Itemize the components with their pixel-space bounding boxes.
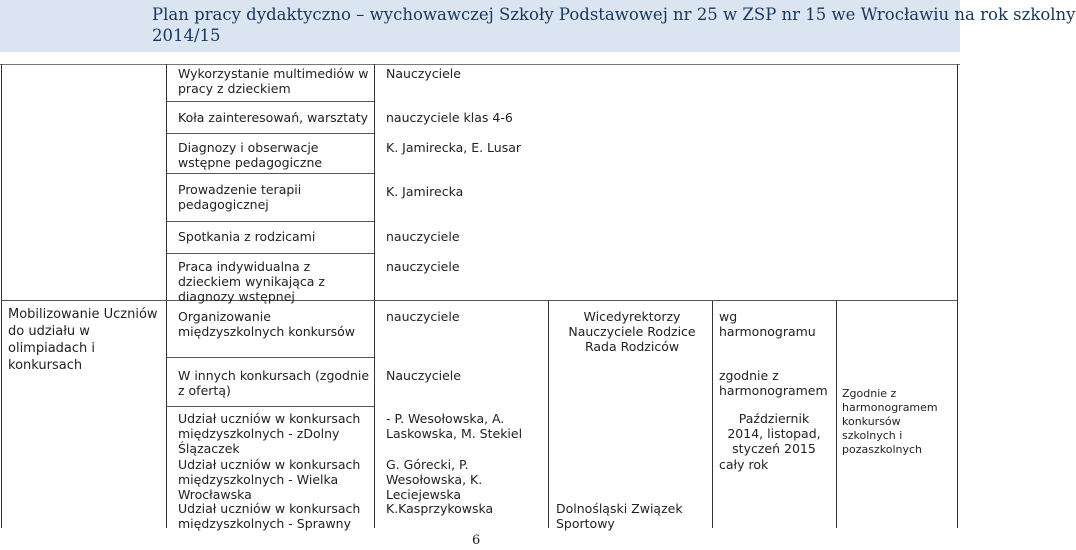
task-cell: Udział uczniów w konkursach międzyszkolnych - zDolny Ślązaczek [178, 411, 361, 456]
document-header [0, 0, 1076, 52]
task-cell: Organizowanie międzyszkolnych konkursów [178, 309, 355, 339]
column-divider-partner [712, 300, 713, 528]
partner-dolnoslaski: Dolnośląski Związek Sportowy [556, 501, 683, 531]
document-title: Plan pracy dydaktyczno – wychowawczej Szkoły Podstawowej nr 25 w ZSP nr 15 we Wrocławiu na rok szkolny [152, 5, 1076, 24]
term-cell: wg harmonogramu [719, 309, 816, 339]
row-divider [166, 133, 374, 134]
person-cell: K. Jamirecka, E. Lusar [386, 140, 522, 155]
note-cell: Zgodnie z harmonogramem konkursów szkolnych i pozaszkolnych [842, 387, 938, 456]
section-label: Mobilizowanie Uczniów do udziału w olimpiadach i konkursach [8, 307, 158, 373]
column-divider-task [374, 64, 375, 528]
section-divider [1, 300, 957, 301]
row-divider [166, 357, 374, 358]
term-cell: zgodnie z harmonogramem [719, 368, 828, 398]
row-divider [166, 406, 374, 407]
table-top-border [0, 64, 960, 65]
task-cell: Udział uczniów w konkursach międzyszkolnych - Wielka Wrocławska [178, 457, 361, 502]
person-cell: - P. Wesołowska, A. Laskowska, M. Stekiel [386, 411, 523, 441]
person-cell: G. Górecki, P. Wesołowska, K. Leciejewska [386, 457, 483, 502]
table-right-border [957, 64, 958, 528]
person-cell: Nauczyciele [386, 66, 461, 81]
partner-organizers: Wicedyrektorzy Nauczyciele Rodzice Rada Rodziców [568, 309, 696, 354]
row-divider [166, 101, 374, 102]
task-cell: Wykorzystanie multimediów w pracy z dzieckiem [178, 66, 369, 96]
term-cell: Październik 2014, listopad, styczeń 2015 [727, 411, 821, 456]
term-cell: cały rok [719, 457, 769, 472]
page-number: 6 [472, 533, 481, 548]
person-cell: nauczyciele klas 4-6 [386, 110, 513, 125]
table-left-border [1, 64, 2, 528]
task-cell: Udział uczniów w konkursach międzyszkolnych - Sprawny [178, 501, 361, 531]
person-cell: Nauczyciele [386, 368, 461, 383]
task-cell: Praca indywidualna z dzieckiem wynikająca z diagnozy wstępnej [178, 259, 325, 304]
column-divider-person [548, 300, 549, 528]
row-divider [166, 253, 374, 254]
person-cell: K. Jamirecka [386, 184, 464, 199]
task-cell: Koła zainteresowań, warsztaty [178, 110, 369, 125]
column-divider-term [836, 300, 837, 528]
task-cell: W innych konkursach (zgodnie z ofertą) [178, 368, 370, 398]
person-cell: K.Kasprzykowska [386, 501, 494, 516]
row-divider [166, 221, 374, 222]
task-cell: Diagnozy i obserwacje wstępne pedagogiczne [178, 140, 323, 170]
document-school-year: 2014/15 [152, 26, 221, 45]
task-cell: Prowadzenie terapii pedagogicznej [178, 182, 302, 212]
row-divider [166, 173, 374, 174]
person-cell: nauczyciele [386, 309, 460, 324]
task-cell: Spotkania z rodzicami [178, 229, 316, 244]
person-cell: nauczyciele [386, 259, 460, 274]
person-cell: nauczyciele [386, 229, 460, 244]
